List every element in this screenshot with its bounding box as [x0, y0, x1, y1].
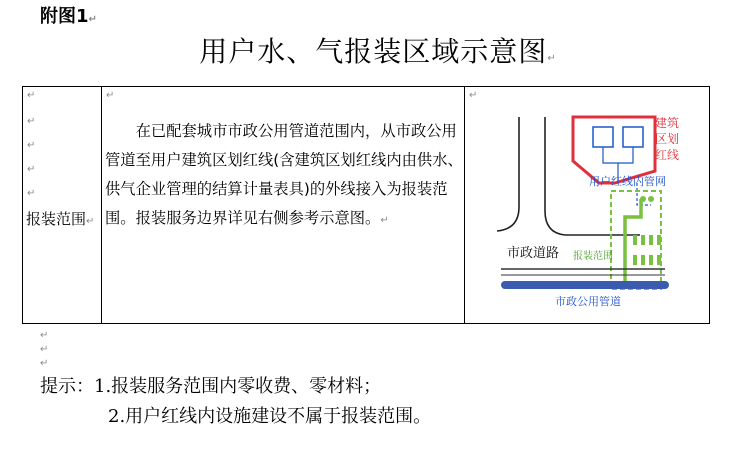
paragraph-mark: ↵ — [27, 188, 36, 199]
building-label-line3: 红线 — [655, 148, 680, 162]
paragraph-mark: ↵ — [547, 53, 557, 64]
paragraph-mark: ↵ — [40, 358, 49, 369]
paragraph-mark: ↵ — [27, 164, 36, 175]
paragraph-mark: ↵ — [40, 330, 49, 341]
row-label: 报装范围↵ — [26, 210, 95, 228]
label-cell — [23, 87, 101, 323]
road-label: 市政道路 — [507, 246, 560, 261]
description-cell — [102, 87, 464, 323]
paragraph-mark: ↵ — [88, 14, 97, 25]
building-label-line1: 建筑 — [655, 116, 680, 130]
note-item: 2.用户红线内设施建设不属于报装范围。 — [108, 406, 432, 427]
building-label-line2: 区划 — [655, 132, 680, 146]
main-pipe-label: 市政公用管道 — [555, 295, 621, 308]
main-pipe — [501, 281, 669, 289]
inner-pipe-label: 用户红线内管网 — [589, 175, 666, 188]
paragraph-mark: ↵ — [86, 216, 95, 227]
notes-prefix: 提示： — [40, 376, 94, 397]
note-item: 提示：1.报装服务范围内零收费、零材料； — [40, 376, 382, 397]
scope-table — [22, 86, 710, 324]
paragraph-mark: ↵ — [40, 344, 49, 355]
paragraph-mark: ↵ — [27, 140, 36, 151]
paragraph-mark: ↵ — [469, 90, 478, 101]
building-box — [623, 127, 643, 147]
description-text: 在已配套城市市政公用管道范围内，从市政公用管道至用户建筑区划红线(含建筑区划红线内由供水、供气企业管理的结算计量表具)的外线接入为报装范围。报装服务边界详见右侧参考示意图。↵ — [105, 122, 463, 227]
scope-label: 报装范围 — [573, 251, 613, 262]
scope-diagram — [465, 87, 709, 323]
road-edge-left — [497, 117, 519, 231]
diagram-cell — [465, 87, 709, 323]
meter-icon — [640, 196, 646, 202]
paragraph-mark: ↵ — [380, 215, 389, 226]
notes-block — [40, 372, 431, 432]
page-title: 用户水、气报装区域示意图↵ — [199, 35, 557, 68]
building-box — [593, 127, 613, 147]
meter-icon — [648, 196, 654, 202]
paragraph-mark: ↵ — [27, 90, 36, 101]
paragraph-mark: ↵ — [106, 90, 115, 101]
paragraph-mark: ↵ — [27, 116, 36, 127]
lane-marks — [633, 235, 661, 265]
appendix-label: 附图1↵ — [40, 6, 97, 27]
